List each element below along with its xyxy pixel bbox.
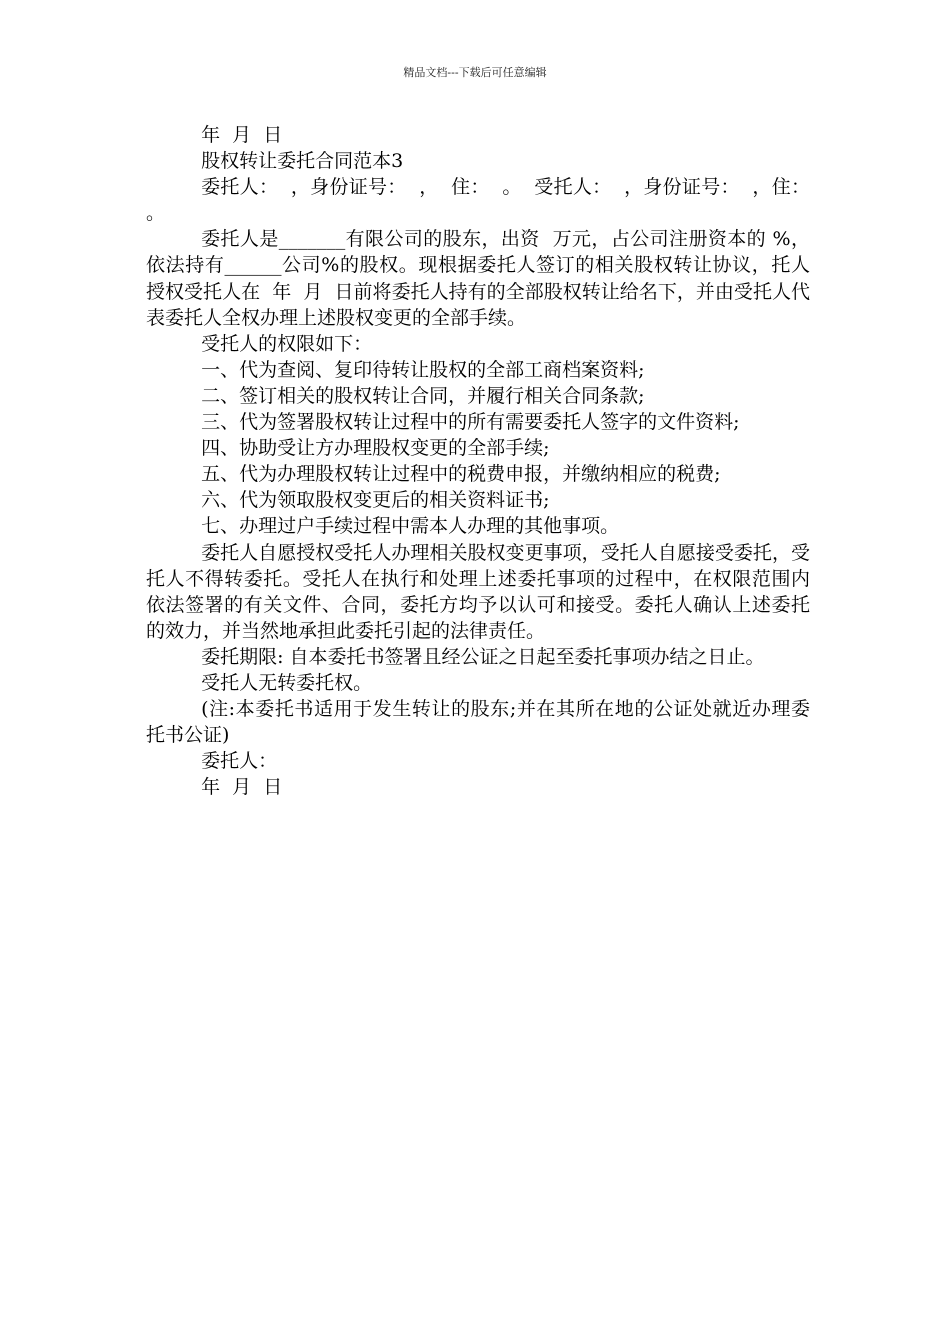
authority-item-7: 七、办理过户手续过程中需本人办理的其他事项。: [201, 515, 620, 538]
authority-item-4: 四、协助受让方办理股权变更的全部手续;: [201, 437, 550, 460]
authority-item-6: 六、代为领取股权变更后的相关资料证书;: [201, 489, 550, 512]
authority-item-1: 一、代为查阅、复印待转让股权的全部工商档案资料;: [201, 358, 645, 381]
no-subdelegation-paragraph: 受托人无转委托权。: [201, 671, 373, 694]
authority-item-3: 三、代为签署股权转让过程中的所有需要委托人签字的文件资料;: [201, 411, 740, 434]
authority-item-5: 五、代为办理股权转让过程中的税费申报，并缴纳相应的税费;: [201, 463, 721, 486]
date-line: 年 月 日: [201, 124, 283, 146]
page-header: 精品文档---下载后可任意编辑: [403, 66, 547, 79]
shareholding-paragraph: 委托人是_______有限公司的股东，出资 万元，占公司注册资本的 %，依法持有______公司%的股权。现根据委托人签订的相关股权转让协议，托人授权受托人在 年 月 日前将委托人持有的全部股权转让给名下，并由受托人代表委托人全权办理上述股权变更的全部手续。: [146, 228, 810, 329]
authority-item-2: 二、签订相关的股权转让合同，并履行相关合同条款;: [201, 384, 645, 407]
authority-heading: 受托人的权限如下：: [201, 332, 373, 355]
term-paragraph: 委托期限: 自本委托书签署且经公证之日起至委托事项办结之日止。: [201, 645, 765, 668]
signature-line: 委托人：: [201, 750, 278, 773]
parties-paragraph: 委托人： ，身份证号： ， 住： 。 受托人： ，身份证号： ，住： 。: [146, 176, 823, 225]
document-title: 股权转让委托合同范本3: [201, 150, 404, 173]
signature-date-line: 年 月 日: [201, 776, 283, 799]
document-body: [146, 122, 823, 800]
note-paragraph: (注:本委托书适用于发生转让的股东;并在其所在地的公证处就近办理委托书公证): [146, 698, 810, 747]
voluntary-paragraph: 委托人自愿授权受托人办理相关股权变更事项，受托人自愿接受委托，受托人不得转委托。受托人在执行和处理上述委托事项的过程中，在权限范围内依法签署的有关文件、合同，委托方均予以认可和接受。委托人确认上述委托的效力，并当然地承担此委托引起的法律责任。: [146, 541, 810, 642]
